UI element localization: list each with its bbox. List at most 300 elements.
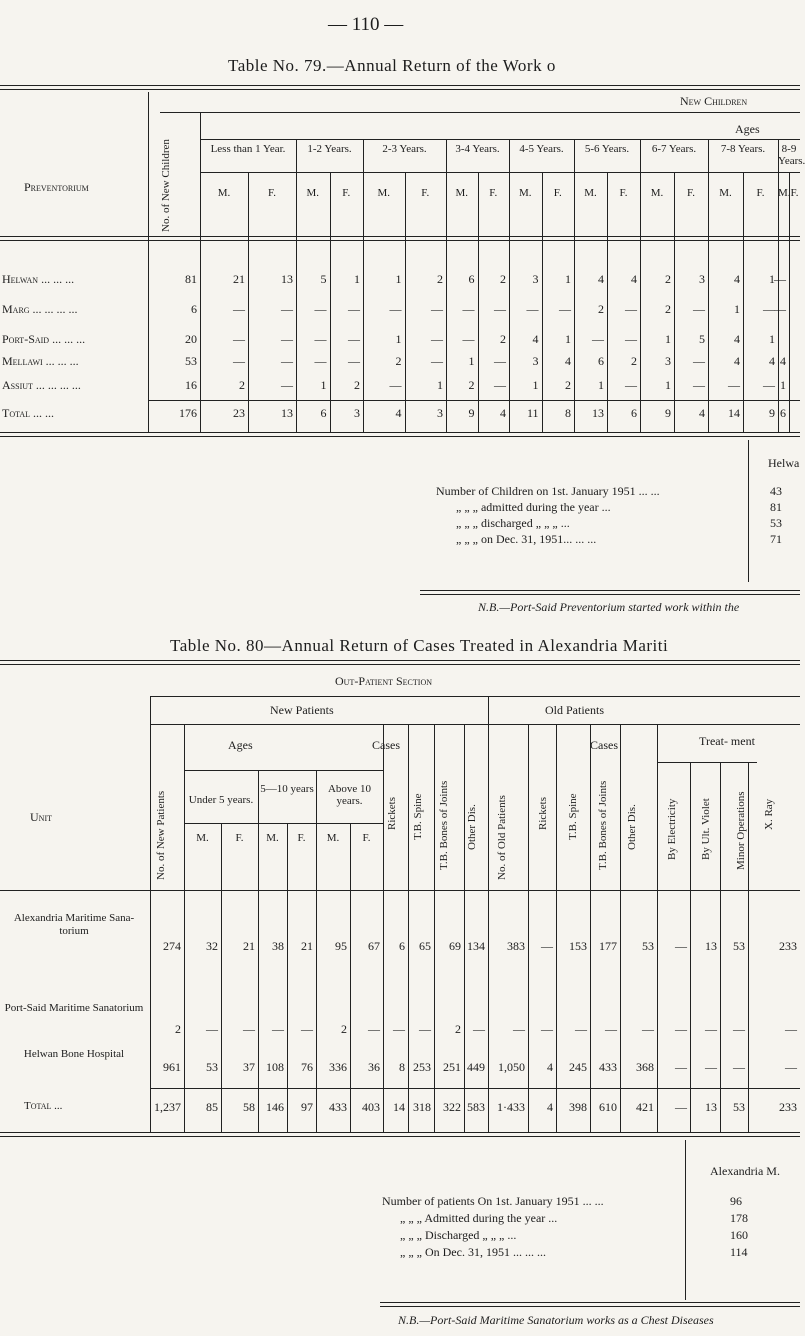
table-cell: — — [625, 378, 637, 392]
age-group-header: 5-6 Years. — [584, 143, 630, 155]
table-cell: 85 — [206, 1100, 218, 1114]
table-cell: — — [431, 354, 443, 368]
table-cell: 4 — [547, 1100, 553, 1114]
table-cell: 2 — [500, 272, 506, 286]
table-cell: — — [206, 1022, 218, 1036]
rule — [160, 112, 800, 113]
table-cell: — — [314, 354, 327, 368]
rule — [0, 436, 800, 437]
table-cell: 97 — [301, 1100, 313, 1114]
table-cell: — — [559, 302, 571, 316]
table-cell: 1 — [780, 378, 786, 392]
table-cell: 1 — [565, 272, 571, 286]
table-cell: 53 — [206, 1060, 218, 1074]
table-cell: 4 — [734, 332, 740, 346]
rule — [0, 236, 800, 237]
table-cell: 245 — [569, 1060, 587, 1074]
age-group-header: 3-4 Years. — [455, 143, 500, 155]
table-cell: 2 — [665, 302, 671, 316]
col-rule — [708, 139, 709, 432]
table-cell: 4 — [500, 406, 506, 420]
table-cell: 421 — [636, 1100, 654, 1114]
sex-header-f: F. — [362, 832, 371, 844]
stub-header: Preventorium — [24, 180, 89, 194]
age-group-header: 2-3 Years. — [382, 143, 427, 155]
sex-header-m: M. — [518, 187, 532, 199]
table-cell: 322 — [443, 1100, 461, 1114]
table-cell: — — [625, 302, 637, 316]
sex-header-f: F. — [297, 832, 306, 844]
col-rule — [748, 762, 749, 1132]
table-cell: 6 — [631, 406, 637, 420]
rule — [0, 1136, 800, 1137]
sex-header-m: M. — [306, 187, 320, 199]
rule — [0, 890, 800, 891]
table-cell: 6 — [780, 406, 786, 420]
table-cell: 2 — [565, 378, 571, 392]
col-rule — [620, 724, 621, 1132]
table-cell: 4 — [769, 354, 775, 368]
rule — [657, 762, 757, 763]
table-cell: — — [592, 332, 604, 346]
table-cell: — — [675, 1022, 687, 1036]
table-cell: 53 — [642, 939, 654, 953]
sex-header-f: F. — [489, 187, 498, 199]
table-cell: 233 — [779, 1100, 797, 1114]
old-cases-header: Cases — [590, 738, 618, 752]
old-patients-header: Old Patients — [545, 703, 604, 717]
table-cell: — — [314, 302, 327, 316]
table-cell: 4 — [395, 406, 402, 420]
table-cell: 4 — [532, 332, 539, 346]
sex-header-f: F. — [342, 187, 351, 199]
table-cell: 2 — [631, 354, 637, 368]
sex-header-m: M. — [377, 187, 391, 199]
table79-top-rule — [0, 85, 800, 90]
table-cell: 32 — [206, 939, 218, 953]
table-cell: 3 — [532, 354, 539, 368]
table-cell: 1 — [320, 378, 327, 392]
col-rule — [657, 724, 658, 1132]
table-cell: — — [785, 1022, 797, 1036]
table-cell: 67 — [368, 939, 380, 953]
table-cell: 95 — [335, 939, 347, 953]
cell-count: 6 — [191, 302, 197, 316]
table-cell: 6 — [399, 939, 405, 953]
table-cell: — — [642, 1022, 654, 1036]
table-cell: 6 — [598, 354, 604, 368]
summary-text: „ „ „ Admitted during the year ... — [400, 1211, 558, 1225]
sex-header-m: M. — [584, 187, 597, 199]
age-group-header: 8-9 Years. — [778, 143, 805, 167]
sex-header-m: M. — [650, 187, 664, 199]
table-cell: 1 — [598, 378, 604, 392]
table-cell: — — [774, 302, 786, 316]
age-group-header: Less than 1 Year. — [210, 143, 286, 155]
sex-header-m: M. — [266, 832, 279, 844]
treat-type-header: X. Ray — [763, 798, 775, 830]
table-cell: — — [389, 378, 402, 392]
col-rule — [363, 139, 364, 432]
total-row-label: Total ... — [24, 1100, 63, 1112]
table-cell: 2 — [455, 1022, 461, 1036]
sex-header-f: F. — [756, 187, 765, 199]
table-cell: 583 — [467, 1100, 485, 1114]
table-cell: — — [281, 354, 293, 368]
sex-header-f: F. — [790, 187, 799, 199]
col-rule — [150, 696, 151, 1132]
table-cell: — — [389, 302, 402, 316]
table-cell: — — [605, 1022, 617, 1036]
summary-text: „ „ „ Discharged „ „ „ ... — [400, 1228, 517, 1242]
table-cell: — — [625, 332, 637, 346]
table-cell: 2 — [665, 272, 671, 286]
summary-value: 178 — [730, 1211, 748, 1225]
table-cell: — — [774, 272, 786, 286]
table-cell: 8 — [565, 406, 571, 420]
summary-text: Number of patients On 1st. January 1951 ... ... — [382, 1194, 604, 1208]
table79-title: Table No. 79.—Annual Return of the Work o — [228, 56, 556, 75]
case-type-header: Rickets — [386, 797, 398, 830]
rule — [184, 770, 383, 771]
col-rule — [789, 172, 790, 432]
table-cell: 13 — [281, 406, 293, 420]
page-number: — 110 — — [328, 14, 404, 35]
table-cell: 14 — [393, 1100, 405, 1114]
table-cell: 610 — [599, 1100, 617, 1114]
col-rule — [434, 724, 435, 1132]
col-rule — [690, 762, 691, 1132]
rule — [0, 1132, 800, 1133]
table-cell: 36 — [368, 1060, 380, 1074]
table-cell: 3 — [354, 406, 360, 420]
col-rule — [748, 440, 749, 582]
table-cell: 1 — [769, 332, 775, 346]
row-label: Alexandria Maritime Sana- torium — [13, 912, 135, 937]
table-cell: — — [728, 378, 740, 392]
age-group-header: 4-5 Years. — [519, 143, 564, 155]
table-cell: — — [473, 1022, 485, 1036]
table-cell: 58 — [243, 1100, 255, 1114]
table-cell: 383 — [507, 939, 525, 953]
case-type-header: T.B. Spine — [412, 793, 424, 840]
table-cell: 21 — [233, 272, 245, 286]
table-cell: 2 — [598, 302, 604, 316]
table-cell: 3 — [699, 272, 705, 286]
table-cell: 37 — [243, 1060, 255, 1074]
table-cell: 251 — [443, 1060, 461, 1074]
table-cell: 3 — [532, 272, 539, 286]
col-rule — [720, 762, 721, 1132]
treat-type-header: Minor Operations — [735, 791, 747, 870]
treatment-header: Treat- ment — [699, 734, 755, 748]
table-cell: 1 — [532, 378, 539, 392]
table-cell: 38 — [272, 939, 284, 953]
table-cell: 6 — [468, 272, 475, 286]
table-cell: 1 — [395, 272, 402, 286]
table-cell: — — [494, 302, 506, 316]
table-cell: 318 — [413, 1100, 431, 1114]
treat-type-header: By Ult. Violet — [700, 798, 712, 860]
cell-count: 176 — [179, 406, 197, 420]
summary-text: „ „ „ admitted during the year ... — [456, 500, 611, 514]
table-cell: 1,050 — [498, 1060, 525, 1074]
summary-value: 43 — [770, 484, 782, 498]
table-cell: — — [763, 302, 775, 316]
table-cell: — — [526, 302, 539, 316]
cell-count: 20 — [185, 332, 197, 346]
cell-count: 16 — [185, 378, 197, 392]
col-rule — [383, 724, 384, 1132]
summary-value: 160 — [730, 1228, 748, 1242]
table-cell: 1 — [354, 272, 360, 286]
table-cell: 69 — [449, 939, 461, 953]
table-cell: — — [281, 302, 293, 316]
above10-header: Above 10 years. — [327, 783, 372, 807]
5to10-header: 5—10 years — [260, 783, 314, 795]
rule — [150, 696, 800, 697]
table-cell: — — [301, 1022, 313, 1036]
table-cell: 9 — [769, 406, 775, 420]
table-cell: 11 — [526, 406, 539, 420]
table-cell: 961 — [163, 1060, 181, 1074]
table-cell: — — [675, 1060, 687, 1074]
table-cell: — — [431, 332, 443, 346]
table-cell: — — [419, 1022, 431, 1036]
total-row-label: Total ... ... — [2, 406, 55, 420]
old-case-type-header: T.B. Spine — [567, 793, 579, 840]
summary-value: 71 — [770, 532, 782, 546]
table-cell: 1 — [395, 332, 402, 346]
table-cell: 2 — [500, 332, 506, 346]
table-cell: 8 — [399, 1060, 405, 1074]
table-cell: 21 — [243, 939, 255, 953]
table-cell: 14 — [728, 406, 740, 420]
case-type-header: Other Dis. — [466, 804, 478, 850]
table-cell: 9 — [665, 406, 671, 420]
table80-note: N.B.—Port-Said Maritime Sanatorium works as a Chest Diseases — [398, 1313, 714, 1327]
table-cell: 4 — [734, 354, 740, 368]
sex-header-m: M. — [455, 187, 469, 199]
table-cell: 1 — [734, 302, 740, 316]
table-cell: 4 — [734, 272, 740, 286]
summary-value: 96 — [730, 1194, 742, 1208]
no-old-header: No. of Old Patients — [496, 795, 508, 880]
summary-value: 81 — [770, 500, 782, 514]
summary-value: 114 — [730, 1245, 748, 1259]
table-cell: — — [541, 1022, 553, 1036]
new-patients-header: New Patients — [270, 703, 334, 717]
col-rule — [556, 724, 557, 1132]
row-label: Port-Said ... ... ... — [2, 332, 86, 346]
table-cell: — — [733, 1022, 745, 1036]
table-cell: 4 — [565, 354, 571, 368]
cell-count: 53 — [185, 354, 197, 368]
old-case-type-header: Rickets — [537, 797, 549, 830]
col-rule — [184, 724, 185, 1132]
sex-header-f: F. — [553, 187, 562, 199]
table-cell: 53 — [733, 1100, 745, 1114]
rule — [0, 660, 800, 665]
table-cell: — — [705, 1060, 717, 1074]
col-rule — [528, 724, 529, 1132]
table-cell: — — [281, 378, 293, 392]
table-cell: 13 — [705, 1100, 717, 1114]
table-cell: — — [693, 354, 705, 368]
table-cell: 2 — [395, 354, 402, 368]
table-cell: — — [494, 378, 506, 392]
table-cell: 65 — [419, 939, 431, 953]
col-rule — [287, 823, 288, 1132]
table-cell: — — [281, 332, 293, 346]
table-cell: 76 — [301, 1060, 313, 1074]
table-cell: 13 — [705, 939, 717, 953]
table-cell: — — [233, 332, 245, 346]
row-label: Helwan ... ... ... — [2, 272, 75, 286]
table-cell: 4 — [598, 272, 604, 286]
rule — [150, 724, 800, 725]
table-cell: 433 — [329, 1100, 347, 1114]
summary-head: Helwa — [768, 456, 800, 470]
table-cell: — — [541, 939, 553, 953]
col-rule — [316, 770, 317, 1132]
table-cell: 1 — [769, 272, 775, 286]
rule — [148, 400, 800, 401]
table-cell: 13 — [592, 406, 604, 420]
sex-header-f: F. — [687, 187, 695, 199]
table-cell: 253 — [413, 1060, 431, 1074]
col-rule — [258, 770, 259, 1132]
table-cell: 336 — [329, 1060, 347, 1074]
table-cell: — — [675, 1100, 687, 1114]
col-rule — [408, 724, 409, 1132]
sex-header-m: M. — [196, 832, 209, 844]
old-case-type-header: T.B. Bones of Joints — [597, 780, 609, 870]
table-cell: 2 — [341, 1022, 347, 1036]
ages-label: Ages — [735, 122, 760, 136]
table-cell: 449 — [467, 1060, 485, 1074]
table-cell: 134 — [467, 939, 485, 953]
col-rule — [221, 823, 222, 1132]
no-new-header: No. of New Patients — [155, 790, 167, 880]
table-cell: — — [393, 1022, 405, 1036]
table80-title: Table No. 80—Annual Return of Cases Treated in Alexandria Mariti — [170, 636, 669, 655]
row-label: Port-Said Maritime Sanatorium — [4, 1002, 144, 1014]
table-cell: 2 — [468, 378, 475, 392]
table-cell: 153 — [569, 939, 587, 953]
table-cell: — — [693, 302, 705, 316]
table79-section: New Children — [680, 94, 748, 108]
col-rule — [590, 724, 591, 1132]
table-cell: 1 — [437, 378, 443, 392]
table-cell: 4 — [547, 1060, 553, 1074]
table-cell: 177 — [599, 939, 617, 953]
case-type-header: T.B. Bones of Joints — [438, 780, 450, 870]
table-cell: 2 — [437, 272, 443, 286]
table-cell: — — [693, 378, 705, 392]
rule — [380, 1302, 800, 1307]
table-cell: — — [348, 302, 360, 316]
rule — [200, 139, 800, 140]
count-header: No. of New Children — [160, 139, 172, 232]
treat-type-header: By Electricity — [666, 798, 678, 860]
sex-header-f: F. — [619, 187, 628, 199]
table-cell: 398 — [569, 1100, 587, 1114]
summary-text: „ „ „ On Dec. 31, 1951 ... ... ... — [400, 1245, 546, 1259]
table-cell: 2 — [239, 378, 245, 392]
col-rule — [350, 823, 351, 1132]
unit-header: Unit — [30, 810, 52, 824]
table79-note: N.B.—Port-Said Preventorium started work within the — [478, 600, 740, 614]
table-cell: 1·433 — [497, 1100, 525, 1114]
table-cell: — — [243, 1022, 255, 1036]
table-cell: 5 — [699, 332, 705, 346]
table-cell: 6 — [320, 406, 327, 420]
rule — [150, 1088, 800, 1089]
table-cell: — — [494, 354, 506, 368]
table-cell: — — [513, 1022, 525, 1036]
table-cell: 368 — [636, 1060, 654, 1074]
row-label: Assiut ... ... ... ... — [2, 378, 81, 392]
ages-header: Ages — [228, 738, 253, 752]
rule — [0, 432, 800, 433]
under5-header: Under 5 years. — [188, 794, 254, 806]
table-cell: 433 — [599, 1060, 617, 1074]
table-cell: 53 — [733, 939, 745, 953]
age-group-header: 6-7 Years. — [651, 143, 697, 155]
table-cell: — — [785, 1060, 797, 1074]
age-group-header: 1-2 Years. — [307, 143, 352, 155]
table-cell: 4 — [631, 272, 637, 286]
table-cell: 1 — [565, 332, 571, 346]
row-label: Mellawi ... ... ... — [2, 354, 79, 368]
row-label: Helwan Bone Hospital — [23, 1048, 125, 1060]
table-cell: 1 — [665, 332, 671, 346]
table-cell: — — [314, 332, 327, 346]
cell-count: 81 — [185, 272, 197, 286]
table-cell: — — [705, 1022, 717, 1036]
table-cell: 9 — [468, 406, 475, 420]
summary80-head: Alexandria M. — [710, 1164, 780, 1178]
table-cell: 1 — [468, 354, 475, 368]
table-cell: 146 — [266, 1100, 284, 1114]
cases-header: Cases — [372, 738, 400, 752]
table-cell: 4 — [699, 406, 705, 420]
old-case-type-header: Other Dis. — [626, 804, 638, 850]
table-cell: 3 — [437, 406, 443, 420]
summary-text: „ „ „ discharged „ „ „ ... — [456, 516, 570, 530]
col-rule — [685, 1140, 686, 1300]
table-cell: — — [763, 378, 775, 392]
table-cell: — — [348, 332, 360, 346]
summary-text: Number of Children on 1st. January 1951 ... ... — [436, 484, 660, 498]
sex-header-f: F. — [421, 187, 430, 199]
table-cell: 2 — [175, 1022, 181, 1036]
table-cell: 108 — [266, 1060, 284, 1074]
table-cell: — — [733, 1060, 745, 1074]
table-cell: 2 — [354, 378, 360, 392]
sex-header-m: M. — [719, 187, 732, 199]
col-rule — [464, 724, 465, 1132]
col-rule — [488, 696, 489, 1132]
col-rule — [200, 112, 201, 432]
table-cell: 4 — [780, 354, 786, 368]
row-label: Marg ... ... ... ... — [2, 302, 78, 316]
col-rule — [743, 172, 744, 432]
rule — [420, 590, 800, 595]
table-cell: 21 — [301, 939, 313, 953]
table-cell: 13 — [281, 272, 293, 286]
